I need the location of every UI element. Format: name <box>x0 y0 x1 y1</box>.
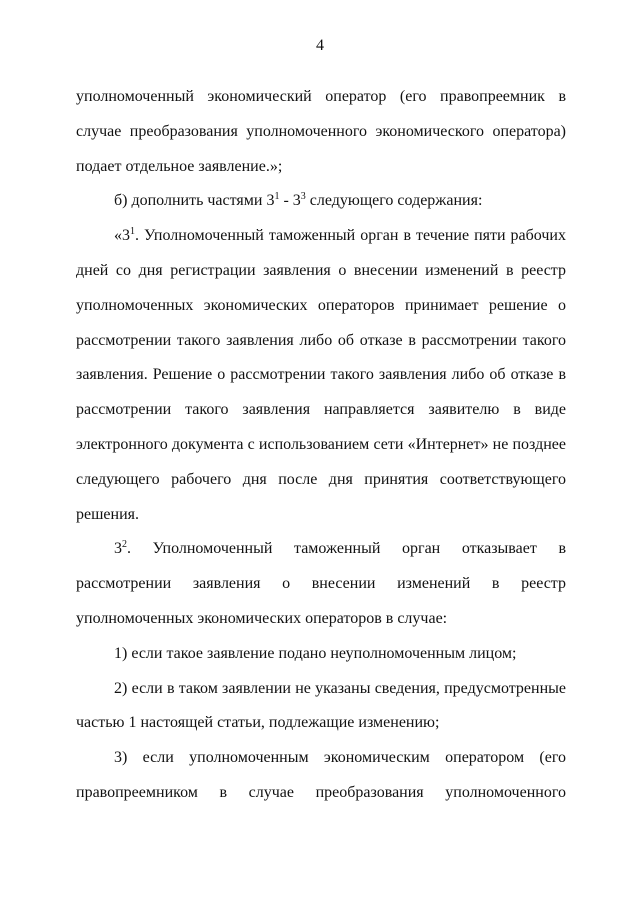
superscript: 2 <box>122 539 127 551</box>
list-item-1: 1) если такое заявление подано неуполномоченным лицом; <box>114 644 517 662</box>
superscript: 1 <box>130 226 135 238</box>
list-item-2: 2) если в таком заявлении не указаны сведения, предусмотренные частью 1 настоящей статьи, подлежащие изменению; <box>76 679 566 732</box>
superscript: 1 <box>274 191 280 203</box>
paragraph-4-text-b: . Уполномоченный таможенный орган отказывает в рассмотрении заявления о внесении изменений в реестр уполномоченных экономических операторов в случае: <box>76 540 566 627</box>
paragraph-3-text-b: . Уполномоченный таможенный орган в течение пяти рабочих дней со дня регистрации заявления о внесении изменений в реестр уполномоченных экономических операторов принимает решение о рассмотрении такого заявления либо об отказе в рассмотрении такого заявления. Решение о рассмотрении такого заявления либо об отказе в рассмотрении такого заявления направляется заявителю в виде электронного документа с использованием сети «Интернет» не позднее следующего рабочего дня после дня принятия соответствующего решения. <box>76 227 566 523</box>
paragraph-3 <box>76 219 566 532</box>
paragraph-2 <box>76 184 566 219</box>
paragraph-2-text-b: - 3 <box>279 192 301 210</box>
page-number: 4 <box>316 37 324 54</box>
paragraph-4 <box>76 532 566 636</box>
paragraph-3-text-a: «3 <box>114 227 130 245</box>
list-item-3: 3) если уполномоченным экономическим оператором (его правопреемником в случае преобразования уполномоченного <box>76 749 566 801</box>
superscript: 3 <box>300 191 306 203</box>
paragraph-2-text-a: б) дополнить частями 3 <box>114 192 275 210</box>
paragraph-1: уполномоченный экономический оператор (его правопреемник в случае преобразования уполномоченного экономического оператора) подает отдельное заявление.»; <box>76 88 566 175</box>
document-body <box>76 80 566 811</box>
paragraph-4-text-a: 3 <box>114 540 122 558</box>
paragraph-2-text-c: следующего содержания: <box>305 192 483 210</box>
